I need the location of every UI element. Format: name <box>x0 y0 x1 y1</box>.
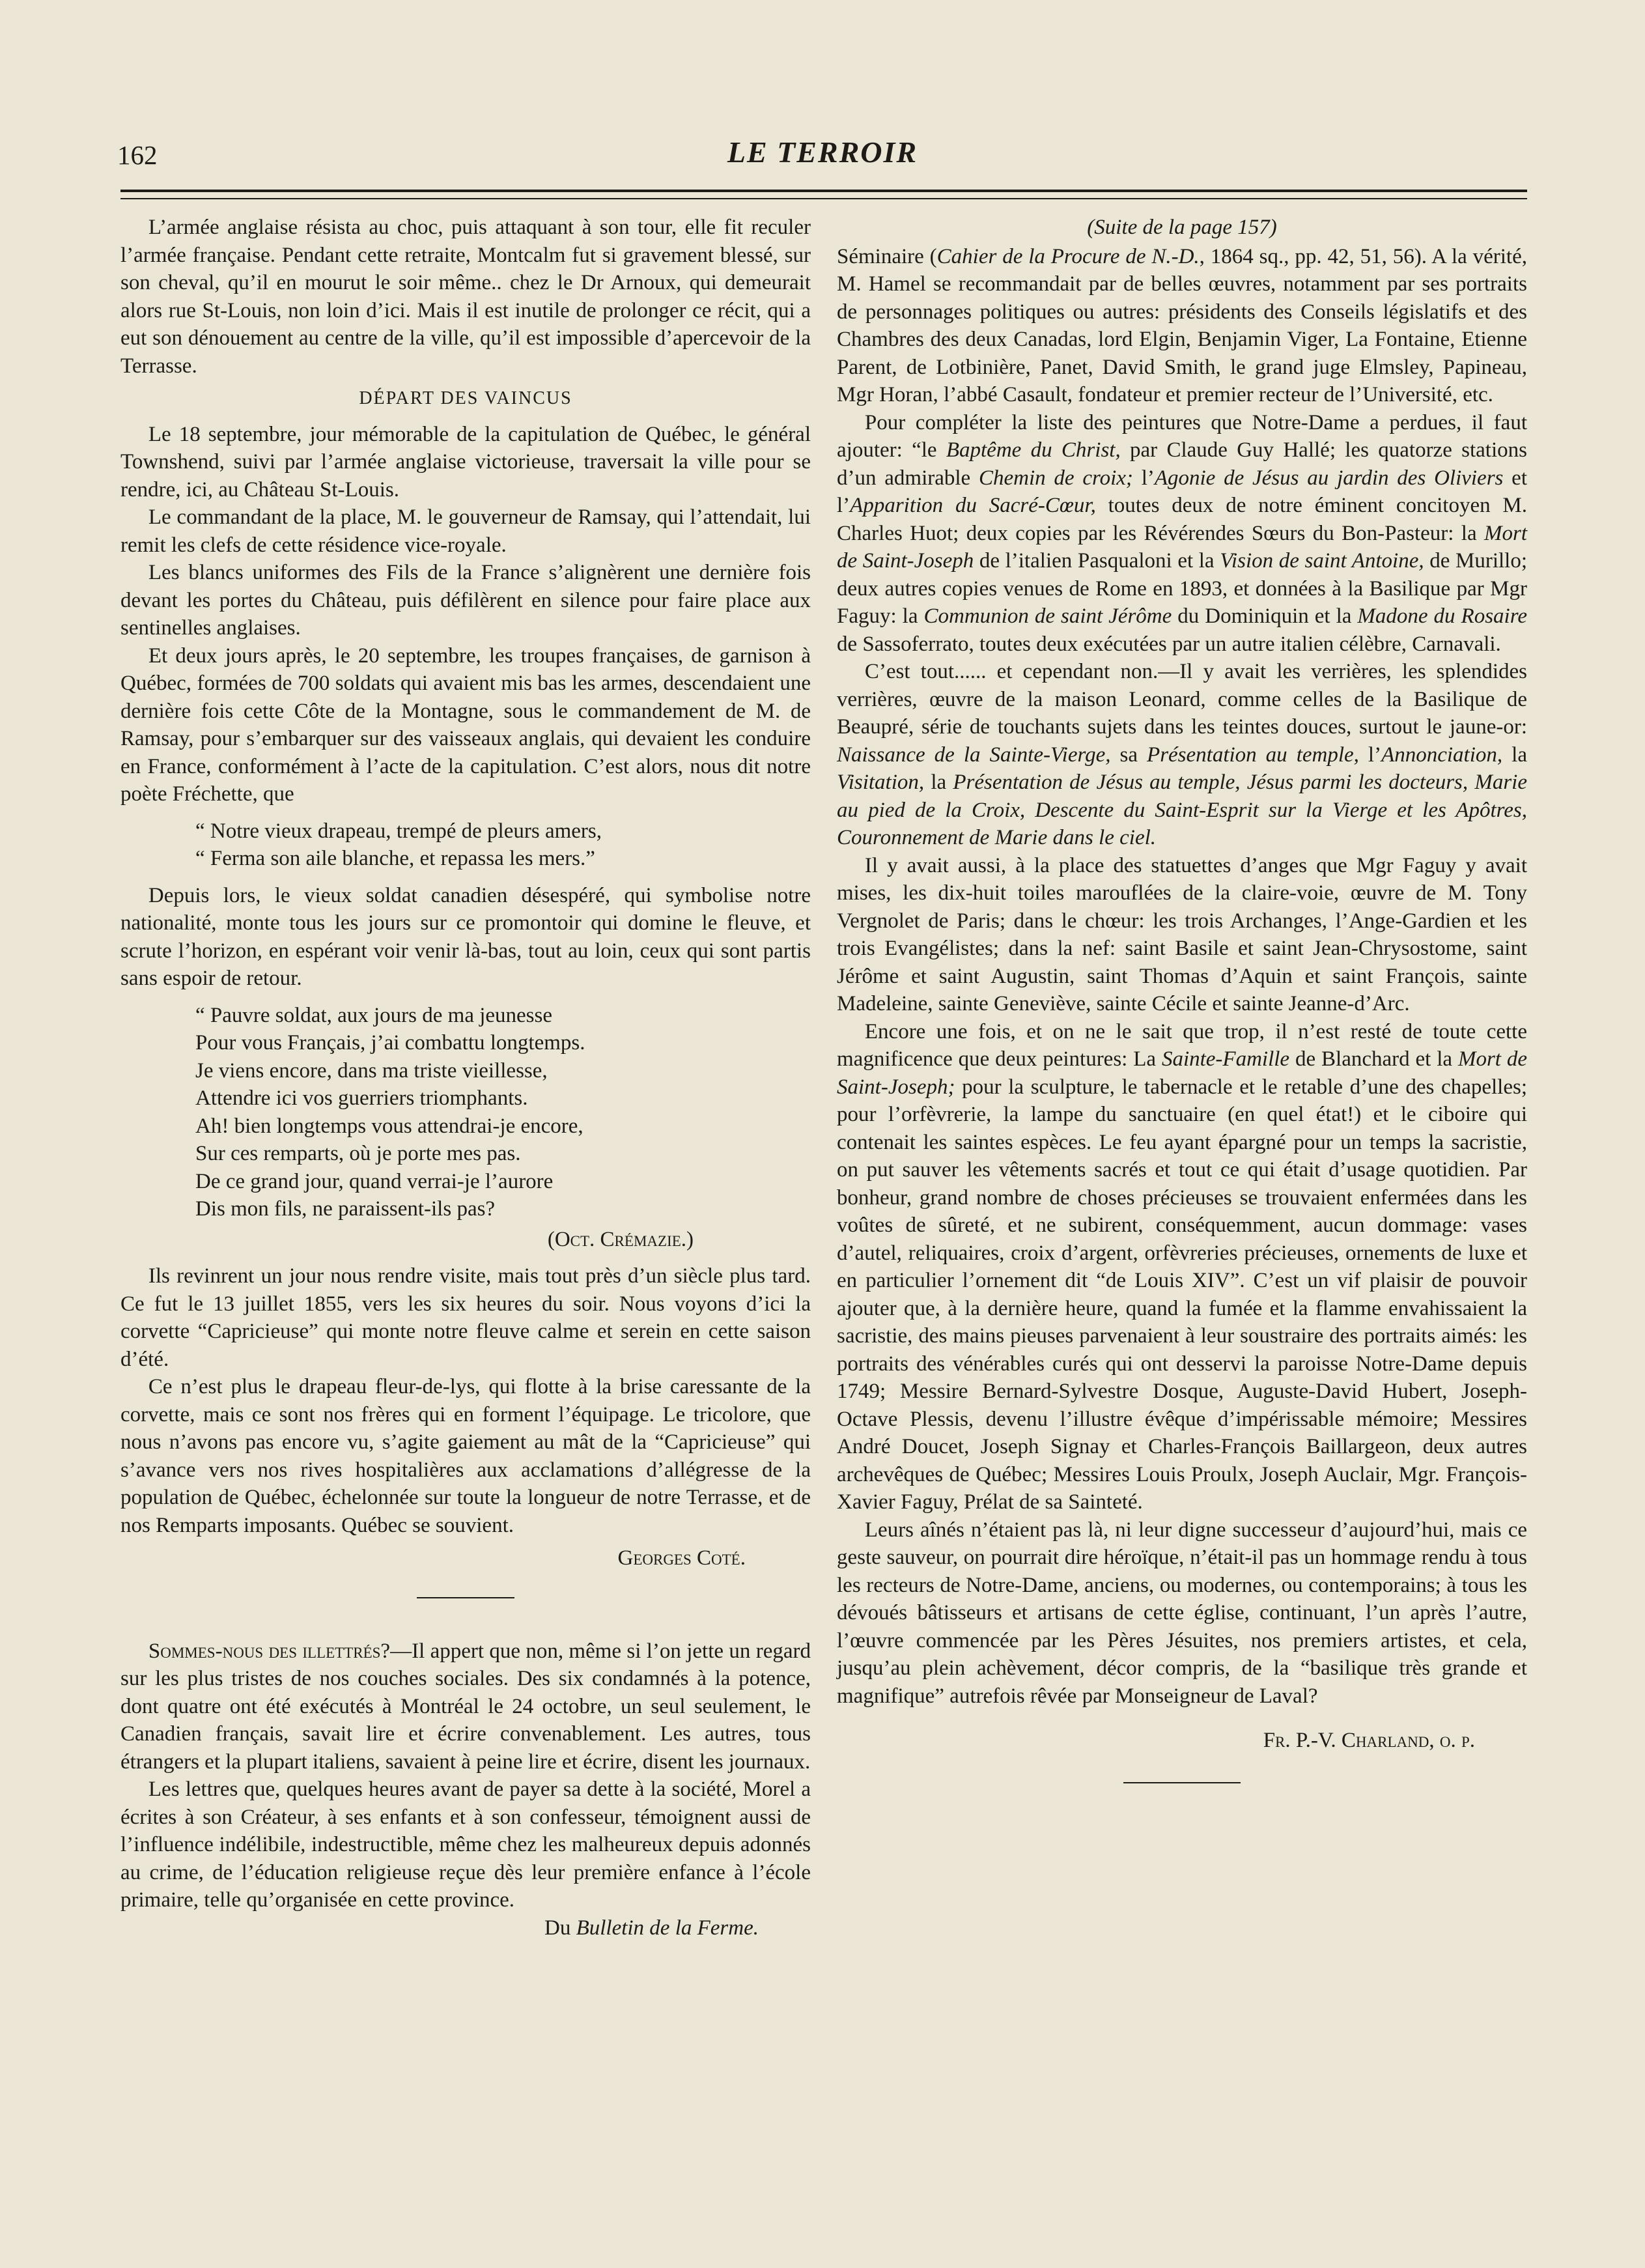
paragraph: Depuis lors, le vieux soldat canadien désespéré, qui symbolise notre nationalité, monte tous les jours sur ce promontoir qui domine le fleuve, et scrute l’horizon, en espérant voir venir là-bas, tout au loin, ceux qui sont partis sans espoir de retour. <box>120 883 811 990</box>
right-column <box>837 214 1527 1783</box>
paragraph: Ils revinrent un jour nous rendre visite, mais tout près d’un siècle plus tard. Ce fut le 13 juillet 1855, vers les six heures du soir. Nous voyons d’ici la corvette “Capricieuse” qui monte notre fleuve calme et serein en cette saison d’été. <box>120 1264 811 1371</box>
section-divider <box>1123 1782 1241 1783</box>
quotation <box>195 817 811 873</box>
text-run: de Murillo; deux autres copies venues de Rome en 1893, et données à la Basilique par Mgr Faguy: la <box>837 549 1528 628</box>
author-signature: Georges Coté. <box>617 1546 746 1570</box>
quote-line: “ Notre vieux drapeau, trempé de pleurs amers, <box>195 819 602 843</box>
page-number: 162 <box>117 140 158 170</box>
text-run-italic: Sainte-Famille <box>1161 1047 1290 1071</box>
text-run-italic: Cahier de la Procure de N.-D. <box>936 244 1200 268</box>
text-run: et l’ <box>837 466 1527 517</box>
text-run: la <box>1502 743 1527 767</box>
text-run-italic: Mort de Saint-Joseph; <box>837 1047 1527 1099</box>
section-divider <box>417 1597 514 1598</box>
text-run: la <box>924 771 953 794</box>
header-rule-thin <box>120 198 1527 199</box>
poem-line: Ah! bien longtemps vous attendrai-je encore, <box>195 1114 583 1138</box>
text-run: de l’italien Pasqualoni et la <box>974 549 1220 573</box>
header-rule-thick <box>120 190 1527 192</box>
poem <box>195 1002 811 1223</box>
paragraph <box>120 1637 811 1776</box>
paragraph: Ce n’est plus le drapeau fleur-de-lys, qui flotte à la brise caressante de la corvette, mais ce sont nos frères qui en forment l’équipage. Le tricolore, que nous n’avons pas encore vu, s’agite gaiement au mât de la “Capricieuse” qui s’avance vers nos rives hospitalières aux acclamations d’allégresse de la population de Québec, échelonnée sur toute la longueur de notre Terrasse, et de nos Remparts imposants. Québec se souvient. <box>120 1375 811 1537</box>
text-run-italic: Présentation de Jésus au temple, Jésus parmi les docteurs, Marie au pied de la Croix, Descente du Saint-Esprit sur la Vierge et les Apôtres, Couronnement de Marie dans le ciel. <box>837 771 1527 849</box>
text-run: , 1864 sq., pp. 42, 51, 56). A la vérité, M. Hamel se recommandait par de belles œuvres, notamment par ses portraits de personnages politiques ou autres: présidents des Conseils législatifs et des Chambres des deux Canadas, lord Elgin, Benjamin Viger, La Fontaine, Etienne Parent, de Lotbinière, Panet, David Smith, le grand juge Elmsley, Papineau, Mgr Horan, l’abbé Casault, fondateur et premier recteur de l’Université, etc. <box>837 244 1527 406</box>
poem-line: Je viens encore, dans ma triste vieillesse, <box>195 1058 548 1083</box>
paragraph <box>837 658 1527 852</box>
paragraph: Les blancs uniformes des Fils de la France s’alignèrent une dernière fois devant les portes du Château, puis défilèrent en silence pour faire place aux sentinelles anglaises. <box>120 561 811 640</box>
running-title: LE TERROIR <box>727 135 918 169</box>
text-run-italic: Chemin de croix; <box>978 466 1133 490</box>
text-run-italic: Vision de saint Antoine, <box>1220 549 1424 573</box>
text-run: Pour compléter la liste des peintures que Notre-Dame a perdues, il faut ajouter: “le <box>837 410 1527 462</box>
text-run: du Dominiquin et la <box>1172 604 1358 628</box>
source-credit <box>120 1914 811 1942</box>
text-run-italic: Baptême du Christ, <box>946 438 1121 462</box>
text-run-italic: Agonie de Jésus au jardin des Oliviers <box>1154 466 1504 490</box>
poem-line: Pour vous Français, j’ai combattu longtemps. <box>195 1031 585 1055</box>
paragraph: L’armée anglaise résista au choc, puis attaquant à son tour, elle fit reculer l’armée française. Pendant cette retraite, Montcalm fut si gravement blessé, sur son cheval, qu’il en mourut le soir même.. chez le Dr Arnoux, qui demeurait alors rue St-Louis, non loin d’ici. Mais il est inutile de prolonger ce récit, qui a eut son dénouement au centre de la ville, qu’il est impossible d’apercevoir de la Terrasse. <box>120 216 811 378</box>
paragraph: Et deux jours après, le 20 septembre, les troupes françaises, de garnison à Québec, formées de 700 soldats qui avaient mis bas les armes, descendaient une dernière fois cette Côte de la Montagne, sous le commandement de M. de Ramsay, pour s’embarquer sur des vaisseaux anglais, qui devaient les conduire en France, conformément à l’acte de la capitulation. C’est alors, nous dit notre poète Fréchette, que <box>120 644 811 806</box>
article-text: —Il appert que non, même si l’on jette un regard sur les plus tristes de nos couches sociales. Des six condamnés à la potence, dont quatre ont été exécutés à Montréal le 24 octobre, un seul seulement, le Canadien français, savait lire et écrire convenablement. Les autres, tous étrangers et la plupart italiens, savaient à peine lire et écrire, disent les journaux. <box>120 1639 811 1774</box>
text-run: l’ <box>1358 743 1382 767</box>
paragraph <box>837 1018 1527 1516</box>
poem-line: Attendre ici vos guerriers triomphants. <box>195 1086 528 1110</box>
text-run: de Sassoferrato, toutes deux exécutées par un autre italien célèbre, Carnavali. <box>837 632 1501 656</box>
text-run-italic: Mort de Saint-Joseph <box>837 521 1527 573</box>
text-run-italic: Visitation, <box>837 771 925 794</box>
source-title: Bulletin de la Ferme. <box>576 1916 759 1940</box>
poem-line: De ce grand jour, quand verrai-je l’aurore <box>195 1169 554 1193</box>
text-run: C’est tout...... et cependant non.—Il y avait les verrières, les splendides verrières, œuvre de la maison Leonard, comme celles de la Basilique de Beaupré, série de touchants sujets dans les teintes douces, surtout le jaune-or: <box>837 660 1527 739</box>
paragraph <box>837 243 1527 409</box>
text-run: Encore une fois, et on ne le sait que trop, il n’est resté de toute cette magnificence que deux peintures: La <box>837 1019 1527 1071</box>
left-column <box>120 214 811 1942</box>
paragraph: Les lettres que, quelques heures avant de payer sa dette à la société, Morel a écrites à son Créateur, à ses enfants et à son confesseur, témoignent aussi de l’influence indélibile, indestructible, même chez les malheureux depuis adonnés au crime, de l’éducation religieuse reçue dès leur première enfance à l’école primaire, telle qu’organisée en cette province. <box>120 1778 811 1912</box>
text-run-italic: Communion de saint Jérôme <box>923 604 1172 628</box>
poem-line: “ Pauvre soldat, aux jours de ma jeunesse <box>195 1003 553 1027</box>
text-run: par Claude Guy Hallé; les quatorze stations d’un admirable <box>837 438 1527 490</box>
text-run: toutes deux de notre éminent concitoyen M. Charles Huot; deux copies par les Révérendes Sœurs du Bon-Pasteur: la <box>837 494 1527 545</box>
text-run: de Blanchard et la <box>1289 1047 1458 1071</box>
text-run-italic: Apparition du Sacré-Cœur, <box>850 494 1096 517</box>
article-lead: Sommes-nous des illettrés? <box>148 1639 391 1663</box>
text-run: sa <box>1110 743 1147 767</box>
poem-attribution: (Oct. Crémazie.) <box>547 1227 694 1251</box>
poem-line: Sur ces remparts, où je porte mes pas. <box>195 1142 521 1165</box>
quote-line: “ Ferma son aile blanche, et repassa les mers.” <box>195 847 595 870</box>
paragraph: Leurs aînés n’étaient pas là, ni leur digne successeur d’aujourd’hui, mais ce geste sauveur, on pourrait dire héroïque, n’était-il pas un hommage rendu à tous les recteurs de Notre-Dame, anciens, ou modernes, ou contemporains; à tous les dévoués bâtisseurs et artisans de cette église, continuant, l’un après l’autre, l’œuvre commencée par les Pères Jésuites, nos premiers artistes, et cela, jusqu’au plein achèvement, décor compris, de la “basilique très grande et magnifique” autrefois rêvée par Monseigneur de Laval? <box>837 1518 1527 1708</box>
text-run-italic: Annonciation, <box>1381 743 1503 767</box>
text-run-italic: Présentation au temple, <box>1147 743 1359 767</box>
paragraph: Le 18 septembre, jour mémorable de la capitulation de Québec, le général Townshend, suivi par l’armée anglaise victorieuse, traversait la ville pour se rendre, ici, au Château St-Louis. <box>120 422 811 502</box>
text-run-italic: Madone du Rosaire <box>1357 604 1527 628</box>
author-signature: Fr. P.-V. Charland, o. p. <box>1263 1729 1475 1752</box>
section-heading: DÉPART DES VAINCUS <box>359 388 572 408</box>
poem-line: Dis mon fils, ne paraissent-ils pas? <box>195 1197 496 1221</box>
text-run: pour la sculpture, le tabernacle et le retable d’une des chapelles; pour l’orfèvrerie, la lampe du sanctuaire (en quel état!) et le ciboire qui contenait les saintes espèces. Le feu ayant épargné pour un temps la sacristie, on put sauver les vêtements sacrés et tout ce qui était d’usage quotidien. Par bonheur, grand nombre de choses précieuses se trouvaient enfermées dans les voûtes de sûreté, et ne subirent, conséquemment, aucun dommage: vases d’autel, reliquaires, croix d’argent, orfèvreries précieuses, ornements de luxe et en particulier l’ornement dit “de Louis XIV”. C’est un vif plaisir de pouvoir ajouter que, à la dernière heure, quand la fumée et la flamme envahissaient la sacristie, des mains pieuses parvenaient à leur soustraire des portraits aimés: les portraits des vénérables curés qui ont desservi la paroisse Notre-Dame depuis 1749; Messire Bernard-Sylvestre Dosque, Auguste-David Hubert, Joseph-Octave Plessis, devenu l’illustre évêque d’impérissable mémoire; Messires André Doucet, Joseph Signay et Charles-François Baillargeon, deux autres archevêques de Québec; Messires Louis Proulx, Joseph Auclair, Mgr. François-Xavier Faguy, Prélat de sa Sainteté. <box>837 1075 1527 1514</box>
paragraph <box>837 409 1527 659</box>
text-run-italic: Naissance de la Sainte-Vierge, <box>837 743 1111 767</box>
continued-note: (Suite de la page 157) <box>1087 216 1277 239</box>
text-run: Séminaire ( <box>837 244 937 268</box>
paragraph: Il y avait aussi, à la place des statuettes d’anges que Mgr Faguy y avait mises, les dix-huit toiles marouflées de la claire-voie, œuvre de M. Tony Vergnolet de Paris; dans le chœur: les trois Archanges, l’Ange-Gardien et les trois Evangélistes; dans la nef: saint Basile et saint Jean-Chrysostome, saint Jérôme et saint Augustin, saint Thomas d’Aquin et saint François, sainte Madeleine, sainte Geneviève, sainte Cécile et sainte Jeanne-d’Arc. <box>837 853 1527 1015</box>
paragraph: Le commandant de la place, M. le gouverneur de Ramsay, qui l’attendait, lui remit les clefs de cette résidence vice-royale. <box>120 505 811 557</box>
text-run: l’ <box>1132 466 1155 490</box>
source-prefix: Du <box>544 1916 576 1940</box>
